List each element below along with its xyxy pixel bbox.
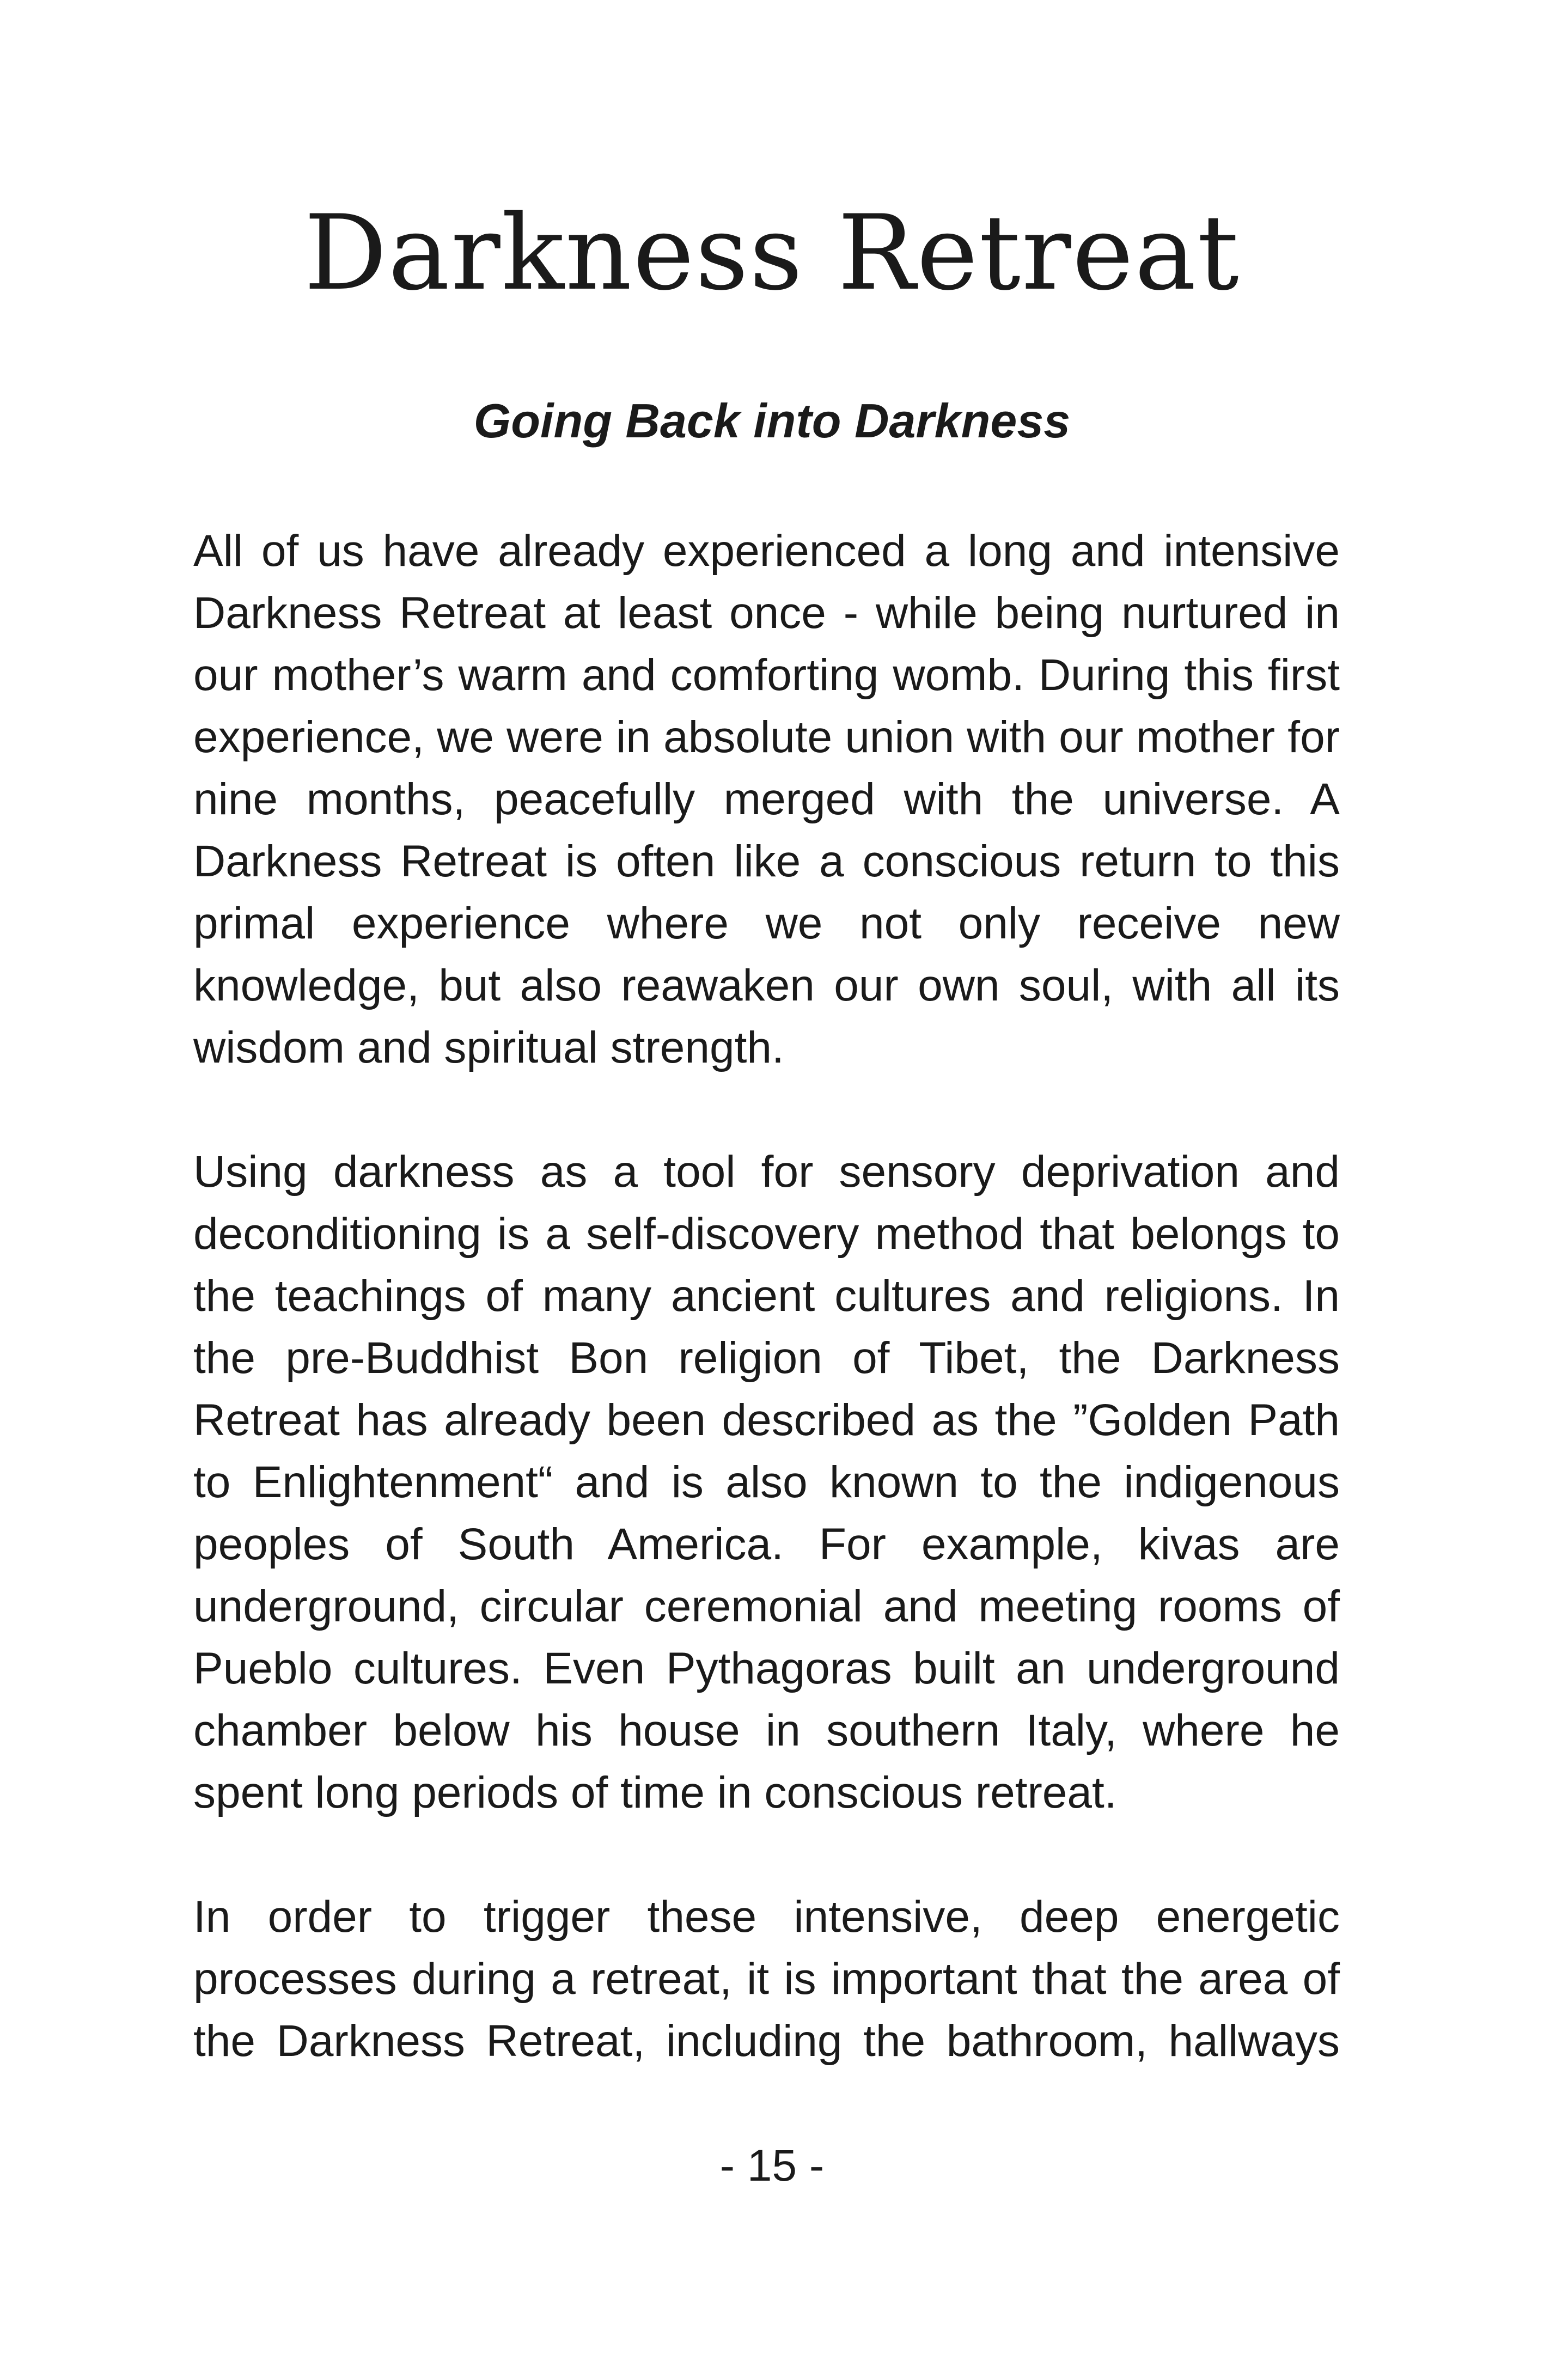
page-subtitle: Going Back into Darkness	[473, 394, 1071, 448]
paragraph: All of us have already experienced a long and intensive Darkness Retreat at least once - while being nurtured in our mother’s warm and comforting womb. During this first experience, we were in absolute union with our mother for nine months, peacefully merged with the universe. A Darkness Retreat is often like a conscious return to this primal experience where we not only receive new knowledge, but also reawaken our own soul, with all its wisdom and spiritual strength.	[193, 526, 1340, 1072]
paragraph: In order to trigger these intensive, deep energetic processes during a retreat, it is important that the area of the Darkness Retreat, including the bathroom, hallways	[193, 1892, 1340, 2066]
page-number: - 15 -	[719, 2141, 825, 2190]
paragraph: Using darkness as a tool for sensory deprivation and deconditioning is a self-discovery method that belongs to the teachings of many ancient cultures and religions. In the pre-Buddhist Bon religion of Tibet, the Darkness Retreat has already been described as the ”Golden Path to Enlightenment“ and is also known to the indigenous peoples of South America. For example, kivas are underground, circular ceremonial and meeting rooms of Pueblo cultures. Even Pythagoras built an underground chamber below his house in southern Italy, where he spent long periods of time in conscious retreat.	[193, 1147, 1340, 1817]
body-text	[193, 520, 1340, 2134]
page-title: Darkness Retreat	[304, 193, 1240, 313]
